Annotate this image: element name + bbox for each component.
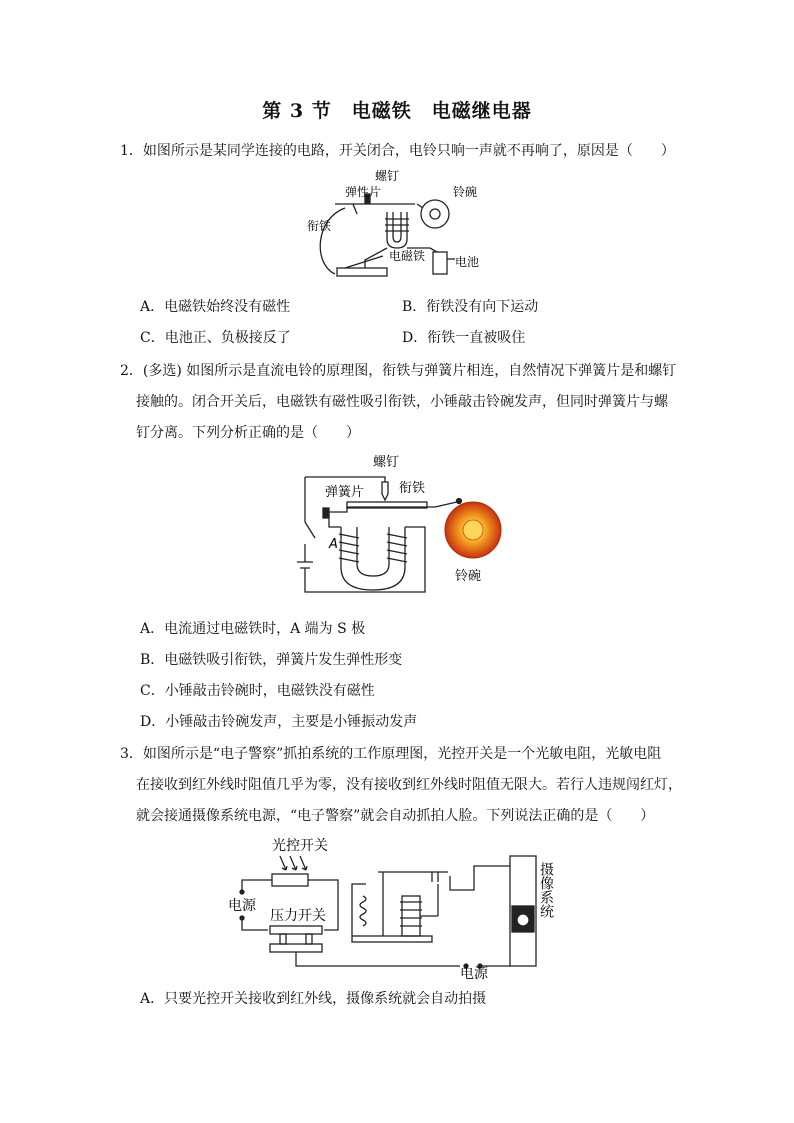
q3-option-a[interactable]: A．只要光控开关接收到红外线，摄像系统就会自动拍摄 xyxy=(140,991,487,1007)
q1-option-a[interactable]: A．电磁铁始终没有磁性 xyxy=(140,299,291,315)
q2-dc-bell-figure xyxy=(285,452,525,602)
q3-label-camera: 摄像系统 xyxy=(538,862,554,918)
q2-stem-line-3: 钉分离。下列分析正确的是（ ） xyxy=(136,425,360,441)
q1-label-spring: 弹性片 xyxy=(345,185,382,199)
q1-stem: 1．如图所示是某同学连接的电路，开关闭合，电铃只响一声就不再响了，原因是（ ） xyxy=(120,143,675,159)
q2-label-spring: 弹簧片 xyxy=(325,485,365,500)
q1-option-c[interactable]: C．电池正、负极接反了 xyxy=(140,330,291,346)
q3-label-power-left: 电源 xyxy=(228,898,256,914)
q2-label-bowl: 铃碗 xyxy=(455,569,482,584)
q2-option-b[interactable]: B．电磁铁吸引衔铁，弹簧片发生弹性形变 xyxy=(140,652,403,668)
q1-option-d[interactable]: D．衔铁一直被吸住 xyxy=(402,330,526,346)
page-title: 第 3 节 电磁铁 电磁继电器 xyxy=(262,100,532,122)
q3-label-power-bottom: 电源 xyxy=(460,966,488,982)
q3-electronic-police-figure xyxy=(228,832,578,982)
q3-stem-line-2: 在接收到红外线时阻值几乎为零，没有接收到红外线时阻值无限大。若行人违规闯红灯， xyxy=(136,777,682,793)
q2-option-d[interactable]: D．小锤敲击铃碗发声，主要是小锤振动发声 xyxy=(140,714,418,730)
q2-label-screw: 螺钉 xyxy=(373,455,400,470)
q2-stem-line-1: 2．(多选) 如图所示是直流电铃的原理图，衔铁与弹簧片相连，自然情况下弹簧片是和螺钉 xyxy=(120,363,677,379)
q2-stem-line-2: 接触的。闭合开关后，电磁铁有磁性吸引衔铁，小锤敲击铃碗发声，但同时弹簧片与螺 xyxy=(136,394,668,410)
q1-bell-circuit-figure xyxy=(305,164,505,284)
q3-stem-line-1: 3．如图所示是“电子警察”抓拍系统的工作原理图，光控开关是一个光敏电阻，光敏电阻 xyxy=(120,746,662,762)
q2-option-c[interactable]: C．小锤敲击铃碗时，电磁铁没有磁性 xyxy=(140,683,375,699)
q3-label-pressure-switch: 压力开关 xyxy=(270,908,326,924)
q1-label-armature: 衔铁 xyxy=(307,219,332,233)
q1-option-b[interactable]: B．衔铁没有向下运动 xyxy=(402,299,539,315)
q3-label-light-switch: 光控开关 xyxy=(272,838,328,854)
q2-label-armature: 衔铁 xyxy=(399,481,426,496)
q2-option-a[interactable]: A．电流通过电磁铁时，A 端为 S 极 xyxy=(140,621,366,637)
q1-label-screw: 螺钉 xyxy=(375,169,400,183)
q2-label-end-a: A xyxy=(329,537,338,552)
q1-label-battery: 电池 xyxy=(455,255,480,269)
q1-label-bowl: 铃碗 xyxy=(453,185,478,199)
q3-stem-line-3: 就会接通摄像系统电源，“电子警察”就会自动抓拍人脸。下列说法正确的是（ ） xyxy=(136,808,655,824)
q1-label-electromagnet: 电磁铁 xyxy=(389,249,426,263)
